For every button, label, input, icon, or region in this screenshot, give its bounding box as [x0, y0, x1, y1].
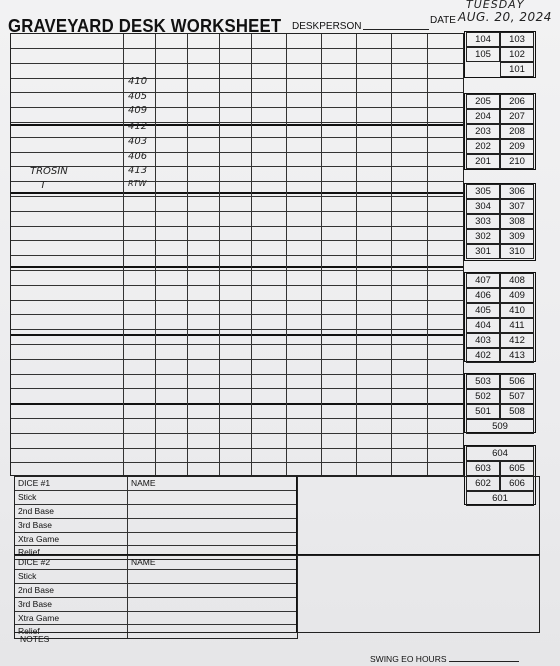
grid-row-line — [11, 462, 463, 463]
grid-row-line — [11, 137, 463, 138]
grid-row-line — [11, 211, 463, 212]
grid-section-line — [11, 403, 463, 405]
room-cell[interactable]: 305 — [466, 184, 500, 199]
dice2-row[interactable] — [15, 612, 297, 626]
grid-row-line — [11, 92, 463, 93]
grid-section-line — [11, 334, 463, 336]
dice1-row-label: 2nd Base — [18, 505, 54, 516]
dice1-name-label: NAME — [131, 478, 156, 488]
handwritten-name: T — [40, 180, 47, 191]
dice1-row[interactable] — [15, 505, 297, 519]
room-cell[interactable]: 308 — [500, 214, 534, 229]
room-cell[interactable]: 601 — [466, 491, 534, 506]
dice2-row[interactable] — [15, 570, 297, 584]
grid-row-line — [11, 418, 463, 419]
grid-col-line — [187, 34, 188, 475]
room-cell[interactable]: 506 — [500, 374, 534, 389]
room-cell[interactable]: 303 — [466, 214, 500, 229]
dice1-row[interactable] — [15, 519, 297, 533]
room-cell[interactable]: 205 — [466, 94, 500, 109]
room-cell[interactable]: 412 — [500, 333, 534, 348]
dice1-row-label: 3rd Base — [18, 519, 53, 530]
dice1-table — [14, 476, 298, 560]
room-cell[interactable]: 507 — [500, 389, 534, 404]
dice2-title: DICE #2 — [18, 557, 51, 567]
dice1-title: DICE #1 — [18, 478, 51, 488]
room-cell[interactable]: 407 — [466, 273, 500, 288]
grid-col-line — [219, 34, 220, 475]
grid-row-line — [11, 63, 463, 64]
grid-row-line — [11, 285, 463, 286]
notes-label: NOTES — [20, 634, 50, 644]
grid-row-line — [11, 48, 463, 49]
grid-col-line — [251, 34, 252, 475]
room-cell[interactable]: 302 — [466, 229, 500, 244]
handwritten-room: 413 — [128, 165, 148, 176]
grid-col-line — [123, 34, 124, 475]
room-cell[interactable]: 304 — [466, 199, 500, 214]
handwritten-day: TUESDAY — [466, 0, 525, 11]
room-cell[interactable]: 208 — [500, 124, 534, 139]
swing-eo-hours-line — [449, 661, 519, 662]
handwritten-name: TROSIN — [30, 166, 68, 177]
grid-col-line — [356, 34, 357, 475]
room-cell[interactable]: 104 — [466, 32, 500, 47]
dice2-row-label: 3rd Base — [18, 598, 53, 609]
room-cell[interactable]: 501 — [466, 404, 500, 419]
grid-row-line — [11, 448, 463, 449]
swing-eo-hours-label: SWING EO HOURS — [370, 654, 447, 664]
grid-row-line — [11, 122, 463, 123]
grid-col-line — [286, 34, 287, 475]
room-cell[interactable]: 202 — [466, 139, 500, 154]
dice2-row-label: 2nd Base — [18, 584, 54, 595]
handwritten-room: 405 — [128, 91, 148, 102]
handwritten-date: AUG. 20, 2024 — [458, 10, 552, 24]
grid-row-line — [11, 359, 463, 360]
handwritten-room: 403 — [128, 136, 148, 147]
room-cell[interactable]: 502 — [466, 389, 500, 404]
grid-row-line — [11, 78, 463, 79]
grid-row-line — [11, 329, 463, 330]
dice2-name-label: NAME — [131, 557, 156, 567]
room-cell[interactable]: 102 — [500, 47, 534, 62]
dice1-notes-box[interactable] — [296, 476, 540, 555]
swing-eo-hours-field[interactable] — [370, 654, 519, 664]
room-cell[interactable]: 404 — [466, 318, 500, 333]
room-cell[interactable]: 306 — [500, 184, 534, 199]
grid-row-line — [11, 374, 463, 375]
grid-col-line — [427, 34, 428, 475]
room-cell[interactable]: 209 — [500, 139, 534, 154]
grid-col-line — [155, 34, 156, 475]
room-cell[interactable]: 307 — [500, 199, 534, 214]
dice1-row[interactable] — [15, 491, 297, 505]
room-cell[interactable]: 410 — [500, 303, 534, 318]
dice1-row-label: Stick — [18, 491, 37, 502]
room-cell[interactable]: 103 — [500, 32, 534, 47]
dice1-header-row — [15, 477, 297, 491]
grid-row-line — [11, 388, 463, 389]
room-cell[interactable]: 503 — [466, 374, 500, 389]
dice2-row-label: Relief — [18, 626, 40, 637]
room-cell[interactable]: 409 — [500, 288, 534, 303]
grid-col-line — [391, 34, 392, 475]
room-cell[interactable]: 603 — [466, 461, 500, 476]
room-cell[interactable]: 405 — [466, 303, 500, 318]
room-cell[interactable]: 101 — [500, 62, 534, 77]
grid-row-line — [11, 255, 463, 256]
room-cell[interactable]: 508 — [500, 404, 534, 419]
grid-row-line — [11, 240, 463, 241]
dice2-row[interactable] — [15, 598, 297, 612]
handwritten-room: 406 — [128, 151, 148, 162]
grid-row-line — [11, 166, 463, 167]
grid-row-line — [11, 196, 463, 197]
grid-section-line — [11, 192, 463, 194]
room-cell[interactable]: 210 — [500, 154, 534, 169]
dice2-notes-box[interactable] — [296, 555, 540, 633]
grid-row-line — [11, 344, 463, 345]
dice1-row-label: Xtra Game — [18, 533, 60, 544]
room-cell[interactable]: 309 — [500, 229, 534, 244]
grid-section-line — [11, 124, 463, 126]
handwritten-room: 409 — [128, 105, 148, 116]
deskperson-line — [363, 29, 429, 30]
dice2-table — [14, 555, 298, 639]
grid-row-line — [11, 270, 463, 271]
room-cell[interactable]: 310 — [500, 244, 534, 259]
room-cell[interactable]: 301 — [466, 244, 500, 259]
dice2-row-label: Stick — [18, 570, 37, 581]
room-cell[interactable]: 403 — [466, 333, 500, 348]
room-cell[interactable]: 509 — [466, 419, 534, 434]
grid-col-line — [321, 34, 322, 475]
grid-row-line — [11, 300, 463, 301]
grid-row-line — [11, 314, 463, 315]
room-cell[interactable]: 206 — [500, 94, 534, 109]
grid-row-line — [11, 152, 463, 153]
room-cell[interactable]: 605 — [500, 461, 534, 476]
room-cell[interactable]: 602 — [466, 476, 500, 491]
room-cell[interactable]: 408 — [500, 273, 534, 288]
room-cell[interactable]: 606 — [500, 476, 534, 491]
room-cell[interactable]: 201 — [466, 154, 500, 169]
room-cell[interactable]: 413 — [500, 348, 534, 363]
handwritten-room: 410 — [128, 76, 148, 87]
room-cell[interactable]: 203 — [466, 124, 500, 139]
room-cell[interactable]: 207 — [500, 109, 534, 124]
grid-section-line — [11, 266, 463, 268]
dice2-row-label: Xtra Game — [18, 612, 60, 623]
handwritten-room: RTW — [128, 179, 147, 188]
room-cell[interactable]: 604 — [466, 446, 534, 461]
grid-row-line — [11, 181, 463, 182]
deskperson-label: DESKPERSON — [292, 21, 362, 32]
dice1-row-label: Relief — [18, 547, 40, 558]
room-cell[interactable]: 411 — [500, 318, 534, 333]
room-cell[interactable]: 204 — [466, 109, 500, 124]
handwritten-room: 412 — [128, 121, 148, 132]
room-cell[interactable]: 105 — [466, 47, 500, 62]
dice2-row[interactable] — [15, 584, 297, 598]
grid-row-line — [11, 107, 463, 108]
dice2-header-row — [15, 556, 297, 570]
date-label: DATE — [430, 15, 456, 26]
grid-row-line — [11, 226, 463, 227]
page-title: GRAVEYARD DESK WORKSHEET — [8, 16, 282, 36]
deskperson-field[interactable] — [292, 21, 429, 32]
main-grid — [10, 33, 464, 476]
room-cell[interactable]: 402 — [466, 348, 500, 363]
grid-row-line — [11, 433, 463, 434]
dice1-row[interactable] — [15, 533, 297, 547]
room-cell[interactable]: 406 — [466, 288, 500, 303]
